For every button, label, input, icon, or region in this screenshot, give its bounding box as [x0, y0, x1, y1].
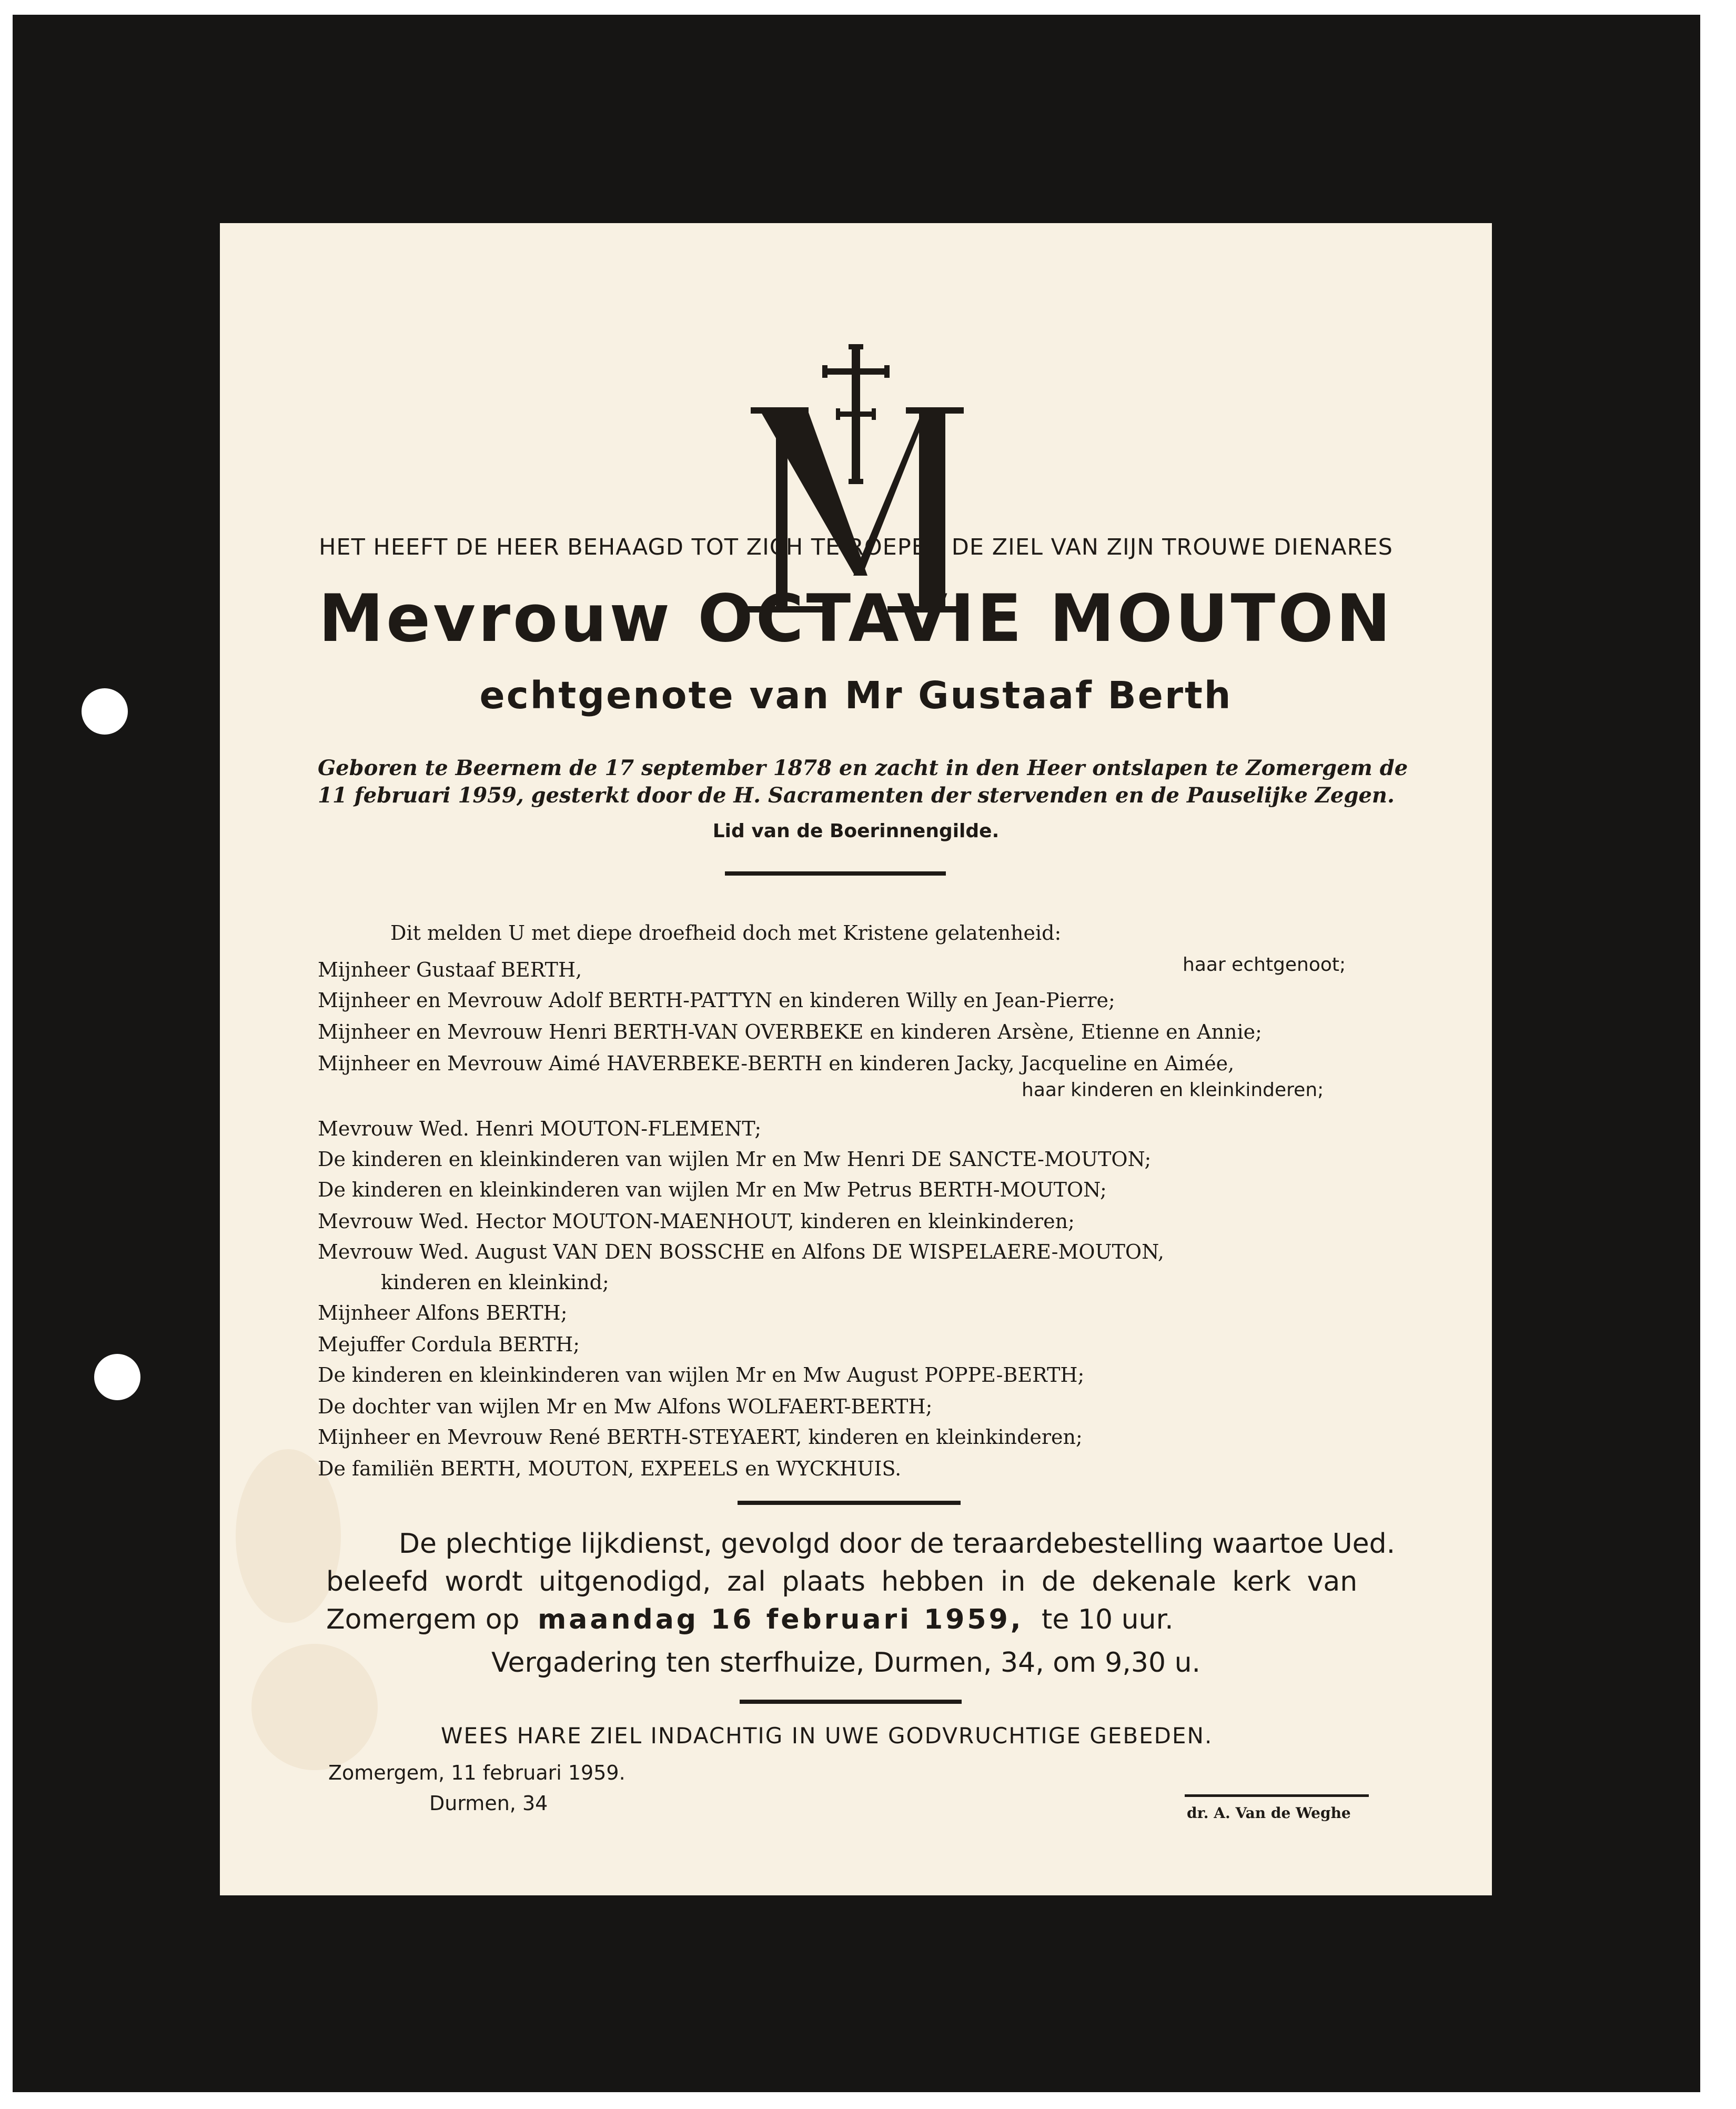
list-item: Mijnheer en Mevrouw Aimé HAVERBEKE-BERTH en kinderen Jacky, Jacqueline en Aimée, — [318, 1052, 1235, 1075]
printer-credit: dr. A. Van de Weghe — [1187, 1804, 1351, 1822]
list-item: De kinderen en kleinkinderen van wijlen Mr en Mw Henri DE SANCTE-MOUTON; — [318, 1148, 1152, 1171]
list-item: De dochter van wijlen Mr en Mw Alfons WOLFAERT-BERTH; — [318, 1395, 933, 1418]
prayer-line: WEES HARE ZIEL INDACHTIG IN UWE GODVRUCHTIGE GEBEDEN. — [441, 1723, 1213, 1749]
printer-rule — [1185, 1794, 1369, 1797]
list-item-note: haar echtgenoot; — [1183, 954, 1346, 976]
list-item: Mijnheer en Mevrouw René BERTH-STEYAERT, kinderen en kleinkinderen; — [318, 1425, 1083, 1449]
deceased-name: Mevrouw OCTAVIE MOUTON — [318, 581, 1394, 657]
list-item: Mijnheer Gustaaf BERTH, — [318, 958, 582, 981]
punch-hole-top — [82, 688, 128, 735]
birth-line-1: Geboren te Beernem de 17 september 1878 en zacht in den Heer ontslapen te Zomergem de — [318, 756, 1408, 780]
birth-line-2: 11 februari 1959, gesterkt door de H. Sacramenten der stervenden en de Pauselijke Zegen. — [318, 783, 1395, 808]
marian-monogram — [220, 344, 1492, 607]
service-line-3-start: Zomergem op — [326, 1604, 520, 1635]
divider-2 — [738, 1501, 961, 1505]
service-line-3 — [326, 1606, 1174, 1633]
list-item: Mevrouw Wed. August VAN DEN BOSSCHE en Alfons DE WISPELAERE-MOUTON, — [318, 1240, 1164, 1263]
service-line-3-end: te 10 uur. — [1042, 1604, 1174, 1635]
service-date: maandag 16 februari 1959, — [538, 1604, 1024, 1635]
list-item-note: haar kinderen en kleinkinderen; — [1022, 1079, 1324, 1101]
spouse-line: echtgenote van Mr Gustaaf Berth — [479, 674, 1233, 717]
list-item: Mejuffer Cordula BERTH; — [318, 1333, 580, 1356]
service-line-2: beleefd wordt uitgenodigd, zal plaats hebben in de dekenale kerk van — [326, 1566, 1358, 1598]
list-item: De kinderen en kleinkinderen van wijlen Mr en Mw Petrus BERTH-MOUTON; — [318, 1178, 1107, 1201]
divider-3 — [740, 1700, 962, 1704]
list-item: De kinderen en kleinkinderen van wijlen Mr en Mw August POPPE-BERTH; — [318, 1363, 1085, 1387]
punch-hole-bottom — [94, 1354, 140, 1400]
address: Durmen, 34 — [429, 1792, 548, 1815]
list-item: Mijnheer Alfons BERTH; — [318, 1301, 568, 1324]
place-date: Zomergem, 11 februari 1959. — [328, 1761, 625, 1784]
list-item: Mijnheer en Mevrouw Henri BERTH-VAN OVERBEKE en kinderen Arsène, Etienne en Annie; — [318, 1020, 1262, 1043]
paper-stain — [251, 1644, 378, 1770]
announce-line: Dit melden U met diepe droefheid doch met Kristene gelatenheid: — [390, 921, 1062, 945]
service-line-1: De plechtige lijkdienst, gevolgd door de teraardebestelling waartoe Ued. — [399, 1528, 1396, 1560]
divider-1 — [725, 871, 946, 876]
heading: HET HEEFT DE HEER BEHAAGD TOT ZICH TE ROEPEN DE ZIEL VAN ZIJN TROUWE DIENARES — [319, 534, 1393, 560]
memorial-card — [220, 223, 1492, 1895]
member-line: Lid van de Boerinnengilde. — [712, 820, 1000, 842]
marian-cross-monogram-icon — [745, 344, 966, 618]
list-item: De familiën BERTH, MOUTON, EXPEELS en WYCKHUIS. — [318, 1457, 902, 1480]
list-item: Mevrouw Wed. Hector MOUTON-MAENHOUT, kinderen en kleinkinderen; — [318, 1210, 1075, 1233]
list-item: Mijnheer en Mevrouw Adolf BERTH-PATTYN en kinderen Willy en Jean-Pierre; — [318, 989, 1115, 1012]
list-item: Mevrouw Wed. Henri MOUTON-FLEMENT; — [318, 1117, 762, 1140]
list-item: kinderen en kleinkind; — [381, 1271, 609, 1294]
gathering-line: Vergadering ten sterfhuize, Durmen, 34, om 9,30 u. — [491, 1647, 1201, 1679]
